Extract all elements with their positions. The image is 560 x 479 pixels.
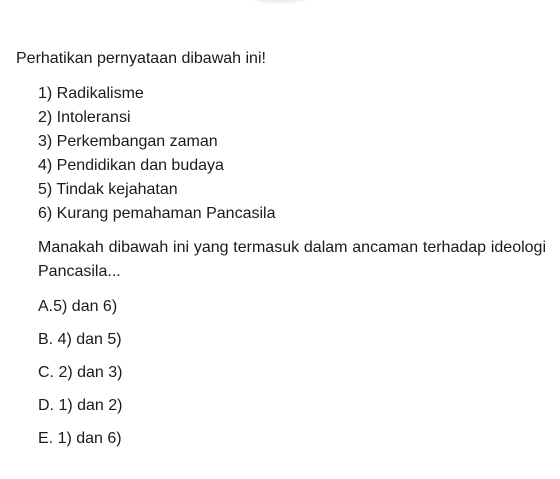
statement-item: 1) Radikalisme bbox=[38, 85, 144, 102]
question-intro: Perhatikan pernyataan dibawah ini! bbox=[16, 50, 266, 67]
statement-item: 2) Intoleransi bbox=[38, 109, 131, 126]
answer-option-a[interactable]: A.5) dan 6) bbox=[38, 298, 118, 315]
statement-item: 5) Tindak kejahatan bbox=[38, 181, 178, 198]
answer-options bbox=[38, 296, 546, 450]
question-prompt: Manakah dibawah ini yang termasuk dalam ancaman terhadap ideologi Pancasila... bbox=[38, 239, 546, 280]
statement-item: 3) Perkembangan zaman bbox=[38, 133, 218, 150]
top-shadow-decoration bbox=[245, 0, 315, 4]
statement-list bbox=[16, 82, 546, 226]
answer-option-c[interactable]: C. 2) dan 3) bbox=[38, 364, 123, 381]
answer-option-d[interactable]: D. 1) dan 2) bbox=[38, 397, 123, 414]
statement-item: 4) Pendidikan dan budaya bbox=[38, 157, 224, 174]
question-block bbox=[16, 48, 546, 461]
answer-option-b[interactable]: B. 4) dan 5) bbox=[38, 331, 122, 348]
answer-option-e[interactable]: E. 1) dan 6) bbox=[38, 430, 122, 447]
statement-item: 6) Kurang pemahaman Pancasila bbox=[38, 205, 276, 222]
